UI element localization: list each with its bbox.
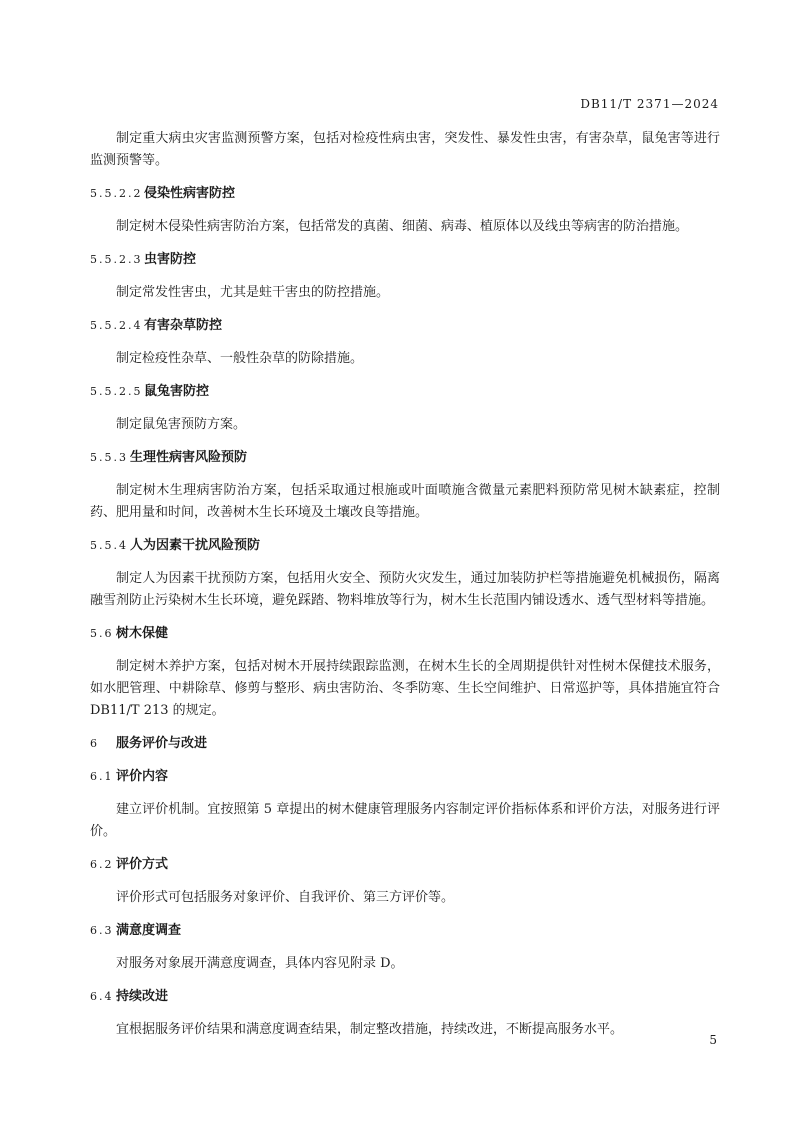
section-heading <box>90 623 720 645</box>
section-number: 5.5.2.3 <box>90 253 143 266</box>
section-number: 5.5.2.2 <box>90 187 143 200</box>
section-title: 评价内容 <box>116 769 169 784</box>
section-number: 6.3 <box>90 924 114 937</box>
section-number: 5.5.4 <box>90 539 128 552</box>
section-number: 6 <box>90 737 99 750</box>
paragraph: 宜根据服务评价结果和满意度调查结果，制定整改措施，持续改进，不断提高服务水平。 <box>116 1022 624 1037</box>
section-heading <box>90 447 720 469</box>
section-number: 5.6 <box>90 627 114 640</box>
document-body <box>90 128 720 1052</box>
paragraph: 制定树木养护方案，包括对树木开展持续跟踪监测，在树木生长的全周期提供针对性树木保健技术服务，如水肥管理、中耕除草、修剪与整形、病虫害防治、冬季防寒、生长空间维护、日常巡护等，具体措施宜符合 DB11/T 213 的规定。 <box>90 659 720 718</box>
section-number: 5.5.3 <box>90 451 128 464</box>
paragraph: 制定人为因素干扰预防方案，包括用火安全、预防火灾发生，通过加装防护栏等措施避免机械损伤，隔离融雪剂防止污染树木生长环境，避免踩踏、物料堆放等行为，树木生长范围内铺设透水、透气型材料等措施。 <box>90 571 720 608</box>
paragraph: 建立评价机制。宜按照第 5 章提出的树木健康管理服务内容制定评价指标体系和评价方法，对服务进行评价。 <box>90 802 720 839</box>
section-title: 有害杂草防控 <box>144 318 223 333</box>
paragraph: 制定常发性害虫，尤其是蛀干害虫的防控措施。 <box>116 285 390 300</box>
section-title: 侵染性病害防控 <box>144 186 236 201</box>
section-number: 6.4 <box>90 990 114 1003</box>
paragraph: 制定检疫性杂草、一般性杂草的防除措施。 <box>116 351 364 366</box>
section-heading <box>90 986 720 1008</box>
section-heading <box>90 381 720 403</box>
section-title: 持续改进 <box>116 989 169 1004</box>
section-heading <box>90 535 720 557</box>
section-heading <box>90 920 720 942</box>
section-title: 生理性病害风险预防 <box>130 450 248 465</box>
paragraph: 制定重大病虫灾害监测预警方案，包括对检疫性病虫害，突发性、暴发性虫害，有害杂草，鼠兔害等进行监测预警等。 <box>90 131 720 168</box>
section-title: 树木保健 <box>116 626 169 641</box>
paragraph: 对服务对象展开满意度调查，具体内容见附录 D。 <box>116 956 404 971</box>
page-number: 5 <box>709 1033 717 1047</box>
section-heading <box>90 183 720 205</box>
paragraph: 制定鼠兔害预防方案。 <box>116 417 247 432</box>
paragraph: 制定树木侵染性病害防治方案，包括常发的真菌、细菌、病毒、植原体以及线虫等病害的防治措施。 <box>116 219 689 234</box>
paragraph: 评价形式可包括服务对象评价、自我评价、第三方评价等。 <box>116 890 455 905</box>
section-number: 5.5.2.4 <box>90 319 143 332</box>
section-number: 5.5.2.5 <box>90 385 143 398</box>
section-number: 6.1 <box>90 770 114 783</box>
section-title: 满意度调查 <box>116 923 182 938</box>
paragraph: 制定树木生理病害防治方案，包括采取通过根施或叶面喷施含微量元素肥料预防常见树木缺素症，控制药、肥用量和时间，改善树木生长环境及土壤改良等措施。 <box>90 483 720 520</box>
section-title: 鼠兔害防控 <box>144 384 210 399</box>
section-title: 评价方式 <box>116 857 169 872</box>
standard-code: DB11/T 2371—2024 <box>580 97 719 111</box>
section-title: 服务评价与改进 <box>116 736 208 751</box>
section-title: 人为因素干扰风险预防 <box>130 538 261 553</box>
section-title: 虫害防控 <box>144 252 197 267</box>
section-number: 6.2 <box>90 858 114 871</box>
section-heading <box>90 854 720 876</box>
section-heading <box>90 315 720 337</box>
chapter-heading <box>90 733 720 755</box>
section-heading <box>90 766 720 788</box>
section-heading <box>90 249 720 271</box>
